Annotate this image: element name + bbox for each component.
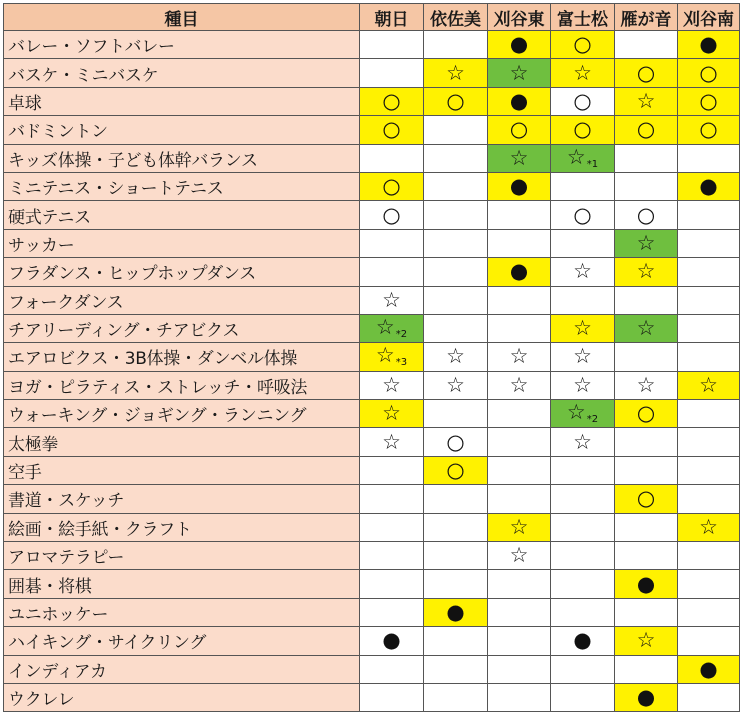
- cell-0[interactable]: [360, 59, 424, 87]
- star-icon: ☆: [446, 372, 465, 397]
- table-row: [4, 655, 740, 683]
- header-col: 朝日: [360, 4, 424, 31]
- cell-0[interactable]: [360, 598, 424, 626]
- cell-4[interactable]: [615, 172, 678, 200]
- header-event: 種目: [4, 4, 360, 31]
- cell-2[interactable]: [488, 286, 551, 314]
- table-body: [4, 31, 740, 712]
- table-row: [4, 456, 740, 484]
- cell-2[interactable]: [488, 172, 551, 200]
- cell-3[interactable]: [551, 258, 615, 286]
- event-name: バレー・ソフトバレー: [4, 31, 360, 59]
- cell-1[interactable]: [424, 172, 488, 200]
- cell-3[interactable]: [551, 229, 615, 257]
- cell-0[interactable]: [360, 428, 424, 456]
- cell-4[interactable]: [615, 683, 678, 711]
- cell-3[interactable]: [551, 428, 615, 456]
- header-col: 富士松: [551, 4, 615, 31]
- cell-0[interactable]: [360, 485, 424, 513]
- event-name: バスケ・ミニバスケ: [4, 59, 360, 87]
- cell-2[interactable]: [488, 144, 551, 172]
- table-row: [4, 87, 740, 115]
- cell-5[interactable]: [678, 172, 740, 200]
- circle-icon: ○: [382, 174, 401, 199]
- table-row: [4, 59, 740, 87]
- cell-5[interactable]: [678, 144, 740, 172]
- cell-0[interactable]: [360, 655, 424, 683]
- cell-2[interactable]: [488, 485, 551, 513]
- event-name: インディアカ: [4, 655, 360, 683]
- cell-3[interactable]: [551, 485, 615, 513]
- cell-2[interactable]: [488, 570, 551, 598]
- filled-circle-icon: ●: [446, 600, 465, 624]
- circle-icon: ○: [446, 458, 465, 483]
- cell-1[interactable]: [424, 456, 488, 484]
- filled-circle-icon: ●: [509, 259, 529, 284]
- cell-2[interactable]: [488, 87, 551, 115]
- cell-1[interactable]: [424, 258, 488, 286]
- cell-2[interactable]: [488, 456, 551, 484]
- filled-circle-icon: ●: [699, 656, 718, 681]
- filled-circle-icon: ●: [509, 174, 529, 199]
- star-icon: ☆: [446, 60, 465, 85]
- cell-0[interactable]: [360, 570, 424, 598]
- cell-5[interactable]: [678, 570, 740, 598]
- event-name: 空手: [4, 456, 360, 484]
- activity-table: [3, 3, 740, 712]
- cell-3[interactable]: [551, 627, 615, 655]
- table-row: [4, 683, 740, 711]
- cell-4[interactable]: [615, 456, 678, 484]
- cell-3[interactable]: [551, 400, 615, 428]
- circle-icon: ○: [573, 117, 592, 142]
- event-name: ハイキング・サイクリング: [4, 627, 360, 655]
- event-name: 硬式テニス: [4, 201, 360, 229]
- circle-icon: ○: [446, 88, 465, 113]
- cell-4[interactable]: [615, 428, 678, 456]
- cell-5[interactable]: [678, 400, 740, 428]
- filled-circle-icon: ●: [573, 628, 592, 653]
- cell-2[interactable]: [488, 400, 551, 428]
- star-icon: ☆: [573, 429, 592, 454]
- star-icon: ☆: [573, 316, 592, 341]
- cell-5[interactable]: [678, 31, 740, 59]
- cell-4[interactable]: [615, 59, 678, 87]
- cell-0[interactable]: [360, 627, 424, 655]
- star-icon: ☆: [636, 259, 656, 284]
- cell-1[interactable]: [424, 598, 488, 626]
- cell-1[interactable]: [424, 286, 488, 314]
- cell-3[interactable]: [551, 59, 615, 87]
- cell-2[interactable]: [488, 683, 551, 711]
- table-row: [4, 598, 740, 626]
- table-row: [4, 343, 740, 371]
- footnote-mark: *1: [586, 158, 599, 170]
- cell-0[interactable]: [360, 31, 424, 59]
- star-icon: ☆: [382, 401, 401, 426]
- cell-1[interactable]: [424, 570, 488, 598]
- cell-2[interactable]: [488, 258, 551, 286]
- cell-2[interactable]: [488, 542, 551, 570]
- star-icon: ☆: [699, 514, 718, 539]
- circle-icon: ○: [636, 486, 656, 511]
- cell-4[interactable]: [615, 570, 678, 598]
- cell-2[interactable]: [488, 201, 551, 229]
- star-icon: ☆: [509, 145, 529, 170]
- cell-4[interactable]: [615, 31, 678, 59]
- filled-circle-icon: ●: [699, 174, 718, 199]
- event-name: 囲碁・将棋: [4, 570, 360, 598]
- cell-5[interactable]: [678, 314, 740, 342]
- circle-icon: ○: [699, 117, 718, 142]
- cell-3[interactable]: [551, 314, 615, 342]
- cell-4[interactable]: [615, 371, 678, 399]
- cell-1[interactable]: [424, 655, 488, 683]
- circle-icon: ○: [699, 60, 718, 85]
- cell-5[interactable]: [678, 371, 740, 399]
- cell-3[interactable]: [551, 201, 615, 229]
- cell-5[interactable]: [678, 116, 740, 144]
- cell-0[interactable]: [360, 343, 424, 371]
- footnote-mark: *2: [395, 329, 408, 341]
- circle-icon: ○: [636, 60, 656, 85]
- star-icon: ☆: [509, 344, 529, 369]
- cell-2[interactable]: [488, 31, 551, 59]
- circle-icon: ○: [636, 202, 656, 227]
- cell-0[interactable]: [360, 371, 424, 399]
- circle-icon: ○: [699, 88, 718, 113]
- cell-3[interactable]: [551, 542, 615, 570]
- table-row: [4, 172, 740, 200]
- event-name: 書道・スケッチ: [4, 485, 360, 513]
- cell-1[interactable]: [424, 428, 488, 456]
- circle-icon: ○: [382, 202, 401, 227]
- cell-3[interactable]: [551, 371, 615, 399]
- cell-3[interactable]: [551, 683, 615, 711]
- filled-circle-icon: ●: [699, 32, 718, 57]
- cell-4[interactable]: [615, 229, 678, 257]
- cell-4[interactable]: [615, 314, 678, 342]
- event-name: キッズ体操・子ども体幹バランス: [4, 144, 360, 172]
- cell-2[interactable]: [488, 598, 551, 626]
- cell-5[interactable]: [678, 258, 740, 286]
- circle-icon: ○: [636, 117, 656, 142]
- star-icon: ☆: [636, 88, 656, 113]
- cell-4[interactable]: [615, 513, 678, 541]
- event-name: ユニホッケー: [4, 598, 360, 626]
- cell-3[interactable]: [551, 144, 615, 172]
- cell-0[interactable]: [360, 400, 424, 428]
- star-icon: ☆: [375, 343, 395, 368]
- cell-5[interactable]: [678, 485, 740, 513]
- cell-1[interactable]: [424, 314, 488, 342]
- cell-1[interactable]: [424, 87, 488, 115]
- event-name: ウォーキング・ジョギング・ランニング: [4, 400, 360, 428]
- star-icon: ☆: [573, 344, 592, 369]
- cell-4[interactable]: [615, 116, 678, 144]
- cell-0[interactable]: [360, 456, 424, 484]
- cell-3[interactable]: [551, 31, 615, 59]
- cell-0[interactable]: [360, 258, 424, 286]
- cell-2[interactable]: [488, 314, 551, 342]
- cell-1[interactable]: [424, 144, 488, 172]
- filled-circle-icon: ●: [636, 685, 656, 710]
- cell-2[interactable]: [488, 655, 551, 683]
- event-name: バドミントン: [4, 116, 360, 144]
- star-icon: ☆: [509, 372, 529, 397]
- star-icon: ☆: [636, 372, 656, 397]
- cell-5[interactable]: [678, 59, 740, 87]
- table-row: [4, 144, 740, 172]
- footnote-mark: *2: [586, 414, 599, 426]
- cell-4[interactable]: [615, 343, 678, 371]
- star-icon: ☆: [509, 543, 529, 568]
- star-icon: ☆: [375, 315, 395, 340]
- event-name: 卓球: [4, 87, 360, 115]
- cell-5[interactable]: [678, 87, 740, 115]
- cell-3[interactable]: [551, 116, 615, 144]
- table-row: [4, 428, 740, 456]
- cell-5[interactable]: [678, 655, 740, 683]
- table-row: [4, 258, 740, 286]
- filled-circle-icon: ●: [636, 571, 656, 596]
- filled-circle-icon: ●: [382, 628, 401, 653]
- cell-0[interactable]: [360, 542, 424, 570]
- cell-5[interactable]: [678, 627, 740, 655]
- star-icon: ☆: [382, 372, 401, 397]
- cell-5[interactable]: [678, 683, 740, 711]
- table-row: [4, 201, 740, 229]
- cell-0[interactable]: [360, 229, 424, 257]
- event-name: エアロビクス・3B体操・ダンベル体操: [4, 343, 360, 371]
- cell-5[interactable]: [678, 598, 740, 626]
- star-icon: ☆: [446, 344, 465, 369]
- cell-3[interactable]: [551, 513, 615, 541]
- circle-icon: ○: [382, 117, 401, 142]
- star-icon: ☆: [566, 400, 586, 425]
- cell-1[interactable]: [424, 371, 488, 399]
- table-row: [4, 570, 740, 598]
- circle-icon: ○: [573, 88, 592, 113]
- event-name: 絵画・絵手紙・クラフト: [4, 513, 360, 541]
- cell-5[interactable]: [678, 542, 740, 570]
- cell-0[interactable]: [360, 314, 424, 342]
- cell-1[interactable]: [424, 59, 488, 87]
- table-row: [4, 229, 740, 257]
- cell-0[interactable]: [360, 87, 424, 115]
- table-row: [4, 314, 740, 342]
- cell-1[interactable]: [424, 343, 488, 371]
- circle-icon: ○: [446, 429, 465, 454]
- table-row: [4, 513, 740, 541]
- header-col: 依佐美: [424, 4, 488, 31]
- circle-icon: ○: [509, 117, 529, 142]
- event-name: アロマテラピー: [4, 542, 360, 570]
- cell-3[interactable]: [551, 456, 615, 484]
- star-icon: ☆: [573, 259, 592, 284]
- cell-5[interactable]: [678, 201, 740, 229]
- circle-icon: ○: [382, 88, 401, 113]
- star-icon: ☆: [382, 429, 401, 454]
- table-row: [4, 31, 740, 59]
- cell-4[interactable]: [615, 655, 678, 683]
- cell-3[interactable]: [551, 286, 615, 314]
- event-name: チアリーディング・チアビクス: [4, 314, 360, 342]
- cell-0[interactable]: [360, 144, 424, 172]
- event-name: ミニテニス・ショートテニス: [4, 172, 360, 200]
- header-col: 雁が音: [615, 4, 678, 31]
- cell-4[interactable]: [615, 258, 678, 286]
- cell-4[interactable]: [615, 485, 678, 513]
- table-row: [4, 371, 740, 399]
- cell-2[interactable]: [488, 627, 551, 655]
- star-icon: ☆: [699, 372, 718, 397]
- cell-1[interactable]: [424, 513, 488, 541]
- cell-0[interactable]: [360, 286, 424, 314]
- star-icon: ☆: [636, 316, 656, 341]
- cell-4[interactable]: [615, 598, 678, 626]
- table-row: [4, 286, 740, 314]
- cell-4[interactable]: [615, 286, 678, 314]
- star-icon: ☆: [566, 144, 586, 169]
- cell-5[interactable]: [678, 513, 740, 541]
- cell-3[interactable]: [551, 87, 615, 115]
- cell-1[interactable]: [424, 542, 488, 570]
- cell-0[interactable]: [360, 201, 424, 229]
- cell-3[interactable]: [551, 570, 615, 598]
- cell-2[interactable]: [488, 116, 551, 144]
- cell-1[interactable]: [424, 683, 488, 711]
- cell-0[interactable]: [360, 116, 424, 144]
- event-name: フラダンス・ヒップホップダンス: [4, 258, 360, 286]
- cell-3[interactable]: [551, 655, 615, 683]
- table-row: [4, 400, 740, 428]
- star-icon: ☆: [573, 60, 592, 85]
- circle-icon: ○: [636, 401, 656, 426]
- header-col: 刈谷東: [488, 4, 551, 31]
- cell-1[interactable]: [424, 116, 488, 144]
- cell-1[interactable]: [424, 229, 488, 257]
- cell-5[interactable]: [678, 456, 740, 484]
- filled-circle-icon: ●: [509, 88, 529, 113]
- event-name: サッカー: [4, 229, 360, 257]
- header-col: 刈谷南: [678, 4, 740, 31]
- cell-1[interactable]: [424, 31, 488, 59]
- star-icon: ☆: [636, 628, 656, 653]
- cell-4[interactable]: [615, 87, 678, 115]
- header-row: [4, 4, 740, 31]
- table-row: [4, 627, 740, 655]
- cell-5[interactable]: [678, 428, 740, 456]
- cell-3[interactable]: [551, 172, 615, 200]
- cell-2[interactable]: [488, 343, 551, 371]
- cell-2[interactable]: [488, 59, 551, 87]
- circle-icon: ○: [573, 202, 592, 227]
- table-row: [4, 542, 740, 570]
- table-row: [4, 116, 740, 144]
- cell-2[interactable]: [488, 229, 551, 257]
- cell-4[interactable]: [615, 400, 678, 428]
- cell-5[interactable]: [678, 229, 740, 257]
- event-name: ヨガ・ピラティス・ストレッチ・呼吸法: [4, 371, 360, 399]
- cell-1[interactable]: [424, 627, 488, 655]
- star-icon: ☆: [382, 287, 401, 312]
- cell-3[interactable]: [551, 343, 615, 371]
- cell-4[interactable]: [615, 627, 678, 655]
- circle-icon: ○: [573, 32, 592, 57]
- cell-5[interactable]: [678, 286, 740, 314]
- event-name: 太極拳: [4, 428, 360, 456]
- cell-0[interactable]: [360, 513, 424, 541]
- event-name: フォークダンス: [4, 286, 360, 314]
- cell-3[interactable]: [551, 598, 615, 626]
- table-row: [4, 485, 740, 513]
- cell-2[interactable]: [488, 428, 551, 456]
- event-name: ウクレレ: [4, 683, 360, 711]
- cell-0[interactable]: [360, 172, 424, 200]
- cell-4[interactable]: [615, 542, 678, 570]
- cell-2[interactable]: [488, 513, 551, 541]
- star-icon: ☆: [509, 514, 529, 539]
- cell-4[interactable]: [615, 144, 678, 172]
- star-icon: ☆: [636, 230, 656, 255]
- cell-1[interactable]: [424, 201, 488, 229]
- filled-circle-icon: ●: [509, 32, 529, 57]
- cell-5[interactable]: [678, 343, 740, 371]
- cell-2[interactable]: [488, 371, 551, 399]
- cell-1[interactable]: [424, 485, 488, 513]
- cell-1[interactable]: [424, 400, 488, 428]
- star-icon: ☆: [573, 372, 592, 397]
- star-icon: ☆: [509, 60, 529, 85]
- cell-0[interactable]: [360, 683, 424, 711]
- cell-4[interactable]: [615, 201, 678, 229]
- footnote-mark: *3: [395, 357, 408, 369]
